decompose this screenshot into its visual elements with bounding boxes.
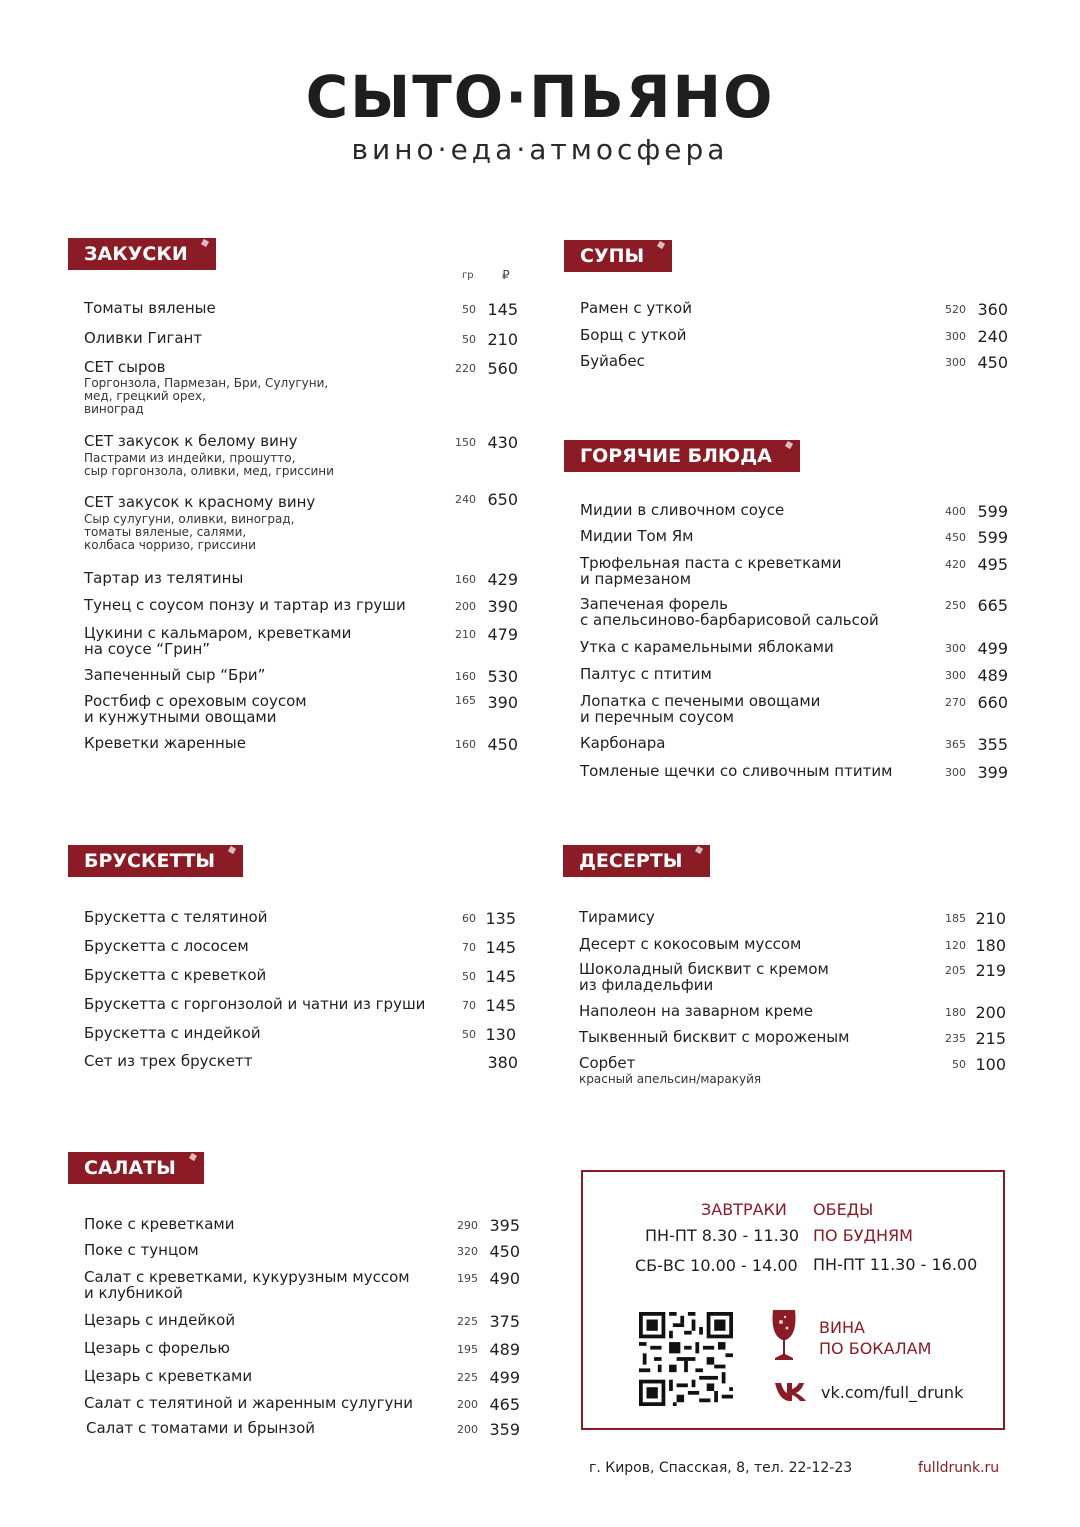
breakfast-weekend: СБ-ВС 10.00 - 14.00 bbox=[635, 1256, 798, 1275]
item-name: Поке с тунцом bbox=[84, 1241, 199, 1259]
item-weight: 50 bbox=[462, 1028, 476, 1041]
wine-by-glass-line2: ПО БОКАЛАМ bbox=[819, 1339, 932, 1358]
item-name: Цезарь с индейкой bbox=[84, 1311, 236, 1329]
item-weight: 120 bbox=[945, 939, 966, 952]
item-price: 180 bbox=[975, 936, 1006, 955]
item-price: 399 bbox=[977, 763, 1008, 782]
item-weight: 200 bbox=[457, 1423, 478, 1436]
item-name: Запеченая форель bbox=[580, 595, 728, 613]
item-weight: 225 bbox=[457, 1371, 478, 1384]
item-price: 650 bbox=[487, 490, 518, 509]
item-name: Лопатка с печеными овощами bbox=[580, 692, 821, 710]
item-weight: 300 bbox=[945, 356, 966, 369]
item-weight: 50 bbox=[462, 333, 476, 346]
section-brusketty bbox=[68, 845, 528, 1085]
item-price: 479 bbox=[487, 625, 518, 644]
vk-link[interactable]: vk.com/full_drunk bbox=[821, 1383, 964, 1402]
item-weight: 300 bbox=[945, 330, 966, 343]
item-price: 375 bbox=[489, 1312, 520, 1331]
item-price: 130 bbox=[485, 1025, 516, 1044]
item-weight: 160 bbox=[455, 738, 476, 751]
item-name-line2: из филадельфии bbox=[579, 976, 714, 994]
item-weight: 185 bbox=[945, 912, 966, 925]
lunch-title: ОБЕДЫ bbox=[813, 1200, 874, 1219]
item-name: Тирамису bbox=[579, 908, 655, 926]
item-name: Рамен с уткой bbox=[580, 299, 692, 317]
item-price: 145 bbox=[487, 300, 518, 319]
item-price: 390 bbox=[487, 597, 518, 616]
footer-website-link[interactable]: fulldrunk.ru bbox=[918, 1460, 1000, 1476]
item-weight: 200 bbox=[455, 600, 476, 613]
item-name: Брускетта с креветкой bbox=[84, 966, 267, 984]
item-name: Томаты вяленые bbox=[84, 299, 216, 317]
item-weight: 180 bbox=[945, 1006, 966, 1019]
footer-address: г. Киров, Спасская, 8, тел. 22-12-23 bbox=[589, 1460, 853, 1476]
item-weight: 160 bbox=[455, 573, 476, 586]
item-name: Брускетта с индейкой bbox=[84, 1024, 261, 1042]
item-name: Трюфельная паста с креветками bbox=[580, 554, 842, 572]
item-name: Тартар из телятины bbox=[84, 569, 244, 587]
lunch-hours: ПН-ПТ 11.30 - 16.00 bbox=[813, 1255, 978, 1274]
item-description: Сыр сулугуни, оливки, виноград, bbox=[84, 512, 295, 526]
tagline: вино·еда·атмосфера bbox=[351, 133, 729, 166]
item-weight: 50 bbox=[952, 1058, 966, 1071]
item-price: 100 bbox=[975, 1055, 1006, 1074]
item-name: Тыквенный бисквит с мороженым bbox=[579, 1028, 850, 1046]
item-name-line2: и кунжутными овощами bbox=[84, 708, 277, 726]
item-description: Горгонзола, Пармезан, Бри, Сулугуни, bbox=[84, 376, 329, 390]
item-name-line2: и клубникой bbox=[84, 1284, 183, 1302]
item-name: Томленые щечки со сливочным птитим bbox=[580, 762, 893, 780]
item-price: 465 bbox=[489, 1395, 520, 1414]
item-weight: 300 bbox=[945, 642, 966, 655]
wine-by-glass-line1: ВИНА bbox=[819, 1318, 865, 1337]
item-name: Карбонара bbox=[580, 734, 666, 752]
item-price: 240 bbox=[977, 327, 1008, 346]
item-name: Ростбиф с ореховым соусом bbox=[84, 692, 307, 710]
item-name: Брускетта с лососем bbox=[84, 937, 249, 955]
item-price: 215 bbox=[975, 1029, 1006, 1048]
section-salaty bbox=[68, 1152, 528, 1452]
item-price: 660 bbox=[977, 693, 1008, 712]
item-description: красный апельсин/маракуйя bbox=[579, 1072, 762, 1086]
item-name: Поке с креветками bbox=[84, 1215, 235, 1233]
item-price: 450 bbox=[977, 353, 1008, 372]
item-weight: 365 bbox=[945, 738, 966, 751]
section-deserty bbox=[563, 845, 1013, 1095]
item-weight: 270 bbox=[945, 696, 966, 709]
item-weight: 70 bbox=[462, 999, 476, 1012]
item-name: СЕТ сыров bbox=[84, 358, 166, 376]
item-description: сыр горгонзола, оливки, мед, гриссини bbox=[84, 464, 334, 478]
item-name: Утка с карамельными яблоками bbox=[580, 638, 834, 656]
item-name: Салат с креветками, кукурузным муссом bbox=[84, 1268, 410, 1286]
item-name: Креветки жаренные bbox=[84, 734, 246, 752]
item-price: 499 bbox=[489, 1368, 520, 1387]
item-price: 135 bbox=[485, 909, 516, 928]
item-weight: 220 bbox=[455, 362, 476, 375]
section-zakuski bbox=[68, 238, 528, 778]
item-name: Запеченный сыр “Бри” bbox=[84, 666, 266, 684]
item-price: 210 bbox=[487, 330, 518, 349]
item-name: Наполеон на заварном креме bbox=[579, 1002, 813, 1020]
item-weight: 290 bbox=[457, 1219, 478, 1232]
item-price: 530 bbox=[487, 667, 518, 686]
item-price: 200 bbox=[975, 1003, 1006, 1022]
item-name: Буйабес bbox=[580, 352, 645, 370]
item-price: 489 bbox=[977, 666, 1008, 685]
item-weight: 420 bbox=[945, 558, 966, 571]
item-price: 390 bbox=[487, 693, 518, 712]
section-title: ДЕСЕРТЫ bbox=[563, 845, 710, 877]
item-name-line2: с апельсиново-барбарисовой сальсой bbox=[580, 611, 879, 629]
logo: СЫТО·ПЬЯНО bbox=[305, 63, 775, 131]
item-price: 145 bbox=[485, 996, 516, 1015]
item-price: 210 bbox=[975, 909, 1006, 928]
item-name-line2: на соусе “Грин” bbox=[84, 640, 211, 658]
section-title: СУПЫ bbox=[564, 240, 672, 272]
item-price: 499 bbox=[977, 639, 1008, 658]
item-name: Цукини с кальмаром, креветками bbox=[84, 624, 352, 642]
item-name-line2: и перечным соусом bbox=[580, 708, 734, 726]
item-weight: 165 bbox=[455, 694, 476, 707]
item-description: Пастрами из индейки, прошутто, bbox=[84, 451, 296, 465]
item-name: Борщ с уткой bbox=[580, 326, 687, 344]
item-weight: 450 bbox=[945, 531, 966, 544]
item-price: 429 bbox=[487, 570, 518, 589]
price-unit-label: ₽ bbox=[502, 268, 510, 282]
item-name: Мидии в сливочном соусе bbox=[580, 501, 785, 519]
item-weight: 50 bbox=[462, 970, 476, 983]
item-weight: 195 bbox=[457, 1272, 478, 1285]
section-title: БРУСКЕТТЫ bbox=[68, 845, 243, 877]
item-price: 380 bbox=[487, 1053, 518, 1072]
item-price: 495 bbox=[977, 555, 1008, 574]
vk-icon[interactable] bbox=[774, 1381, 808, 1403]
item-name: Брускетта с горгонзолой и чатни из груши bbox=[84, 995, 426, 1013]
item-price: 665 bbox=[977, 596, 1008, 615]
breakfast-weekdays: ПН-ПТ 8.30 - 11.30 bbox=[645, 1226, 800, 1245]
item-description: виноград bbox=[84, 402, 144, 416]
wine-glass-icon bbox=[769, 1308, 799, 1362]
item-price: 355 bbox=[977, 735, 1008, 754]
item-weight: 210 bbox=[455, 628, 476, 641]
section-supy bbox=[564, 240, 1014, 390]
item-name: Сет из трех брускетт bbox=[84, 1052, 253, 1070]
item-name: Тунец с соусом понзу и тартар из груши bbox=[84, 596, 406, 614]
item-price: 599 bbox=[977, 502, 1008, 521]
item-weight: 160 bbox=[455, 670, 476, 683]
item-name: Палтус с птитим bbox=[580, 665, 712, 683]
item-weight: 225 bbox=[457, 1315, 478, 1328]
item-price: 560 bbox=[487, 359, 518, 378]
lunch-subtitle: ПО БУДНЯМ bbox=[813, 1226, 913, 1245]
item-weight: 235 bbox=[945, 1032, 966, 1045]
item-name-line2: и пармезаном bbox=[580, 570, 692, 588]
item-name: СЕТ закусок к белому вину bbox=[84, 432, 298, 450]
item-name: Сорбет bbox=[579, 1054, 636, 1072]
item-name: Шоколадный бисквит с кремом bbox=[579, 960, 829, 978]
item-weight: 300 bbox=[945, 669, 966, 682]
item-weight: 195 bbox=[457, 1343, 478, 1356]
item-weight: 300 bbox=[945, 766, 966, 779]
item-price: 599 bbox=[977, 528, 1008, 547]
item-price: 359 bbox=[489, 1420, 520, 1439]
qr-code bbox=[639, 1312, 733, 1406]
item-weight: 205 bbox=[945, 964, 966, 977]
item-weight: 200 bbox=[457, 1398, 478, 1411]
item-price: 395 bbox=[489, 1216, 520, 1235]
item-price: 219 bbox=[975, 961, 1006, 980]
item-name: Десерт с кокосовым муссом bbox=[579, 935, 802, 953]
item-weight: 250 bbox=[945, 599, 966, 612]
item-price: 490 bbox=[489, 1269, 520, 1288]
section-title: САЛАТЫ bbox=[68, 1152, 204, 1184]
item-name: Мидии Том Ям bbox=[580, 527, 694, 545]
item-price: 450 bbox=[489, 1242, 520, 1261]
item-weight: 70 bbox=[462, 941, 476, 954]
item-description: мед, грецкий орех, bbox=[84, 389, 206, 403]
item-name: Салат с телятиной и жаренным сулугуни bbox=[84, 1394, 413, 1412]
item-name: Брускетта с телятиной bbox=[84, 908, 268, 926]
item-description: колбаса чорризо, гриссини bbox=[84, 538, 256, 552]
item-price: 430 bbox=[487, 433, 518, 452]
item-price: 145 bbox=[485, 938, 516, 957]
item-weight: 400 bbox=[945, 505, 966, 518]
item-price: 489 bbox=[489, 1340, 520, 1359]
item-name: Салат с томатами и брынзой bbox=[86, 1419, 315, 1437]
weight-unit-label: гр bbox=[462, 270, 474, 281]
item-weight: 150 bbox=[455, 436, 476, 449]
item-weight: 50 bbox=[462, 303, 476, 316]
item-name: Цезарь с креветками bbox=[84, 1367, 253, 1385]
section-goryachie bbox=[564, 440, 1014, 790]
item-description: томаты вяленые, салями, bbox=[84, 525, 247, 539]
item-weight: 320 bbox=[457, 1245, 478, 1258]
section-title: ЗАКУСКИ bbox=[68, 238, 216, 270]
item-price: 450 bbox=[487, 735, 518, 754]
item-price: 145 bbox=[485, 967, 516, 986]
item-price: 360 bbox=[977, 300, 1008, 319]
breakfast-title: ЗАВТРАКИ bbox=[701, 1200, 787, 1219]
info-box bbox=[581, 1170, 1005, 1430]
section-title: ГОРЯЧИЕ БЛЮДА bbox=[564, 440, 800, 472]
item-weight: 60 bbox=[462, 912, 476, 925]
item-weight: 520 bbox=[945, 303, 966, 316]
item-weight: 240 bbox=[455, 493, 476, 506]
item-name: Цезарь с форелью bbox=[84, 1339, 230, 1357]
item-name: СЕТ закусок к красному вину bbox=[84, 493, 316, 511]
item-name: Оливки Гигант bbox=[84, 329, 203, 347]
